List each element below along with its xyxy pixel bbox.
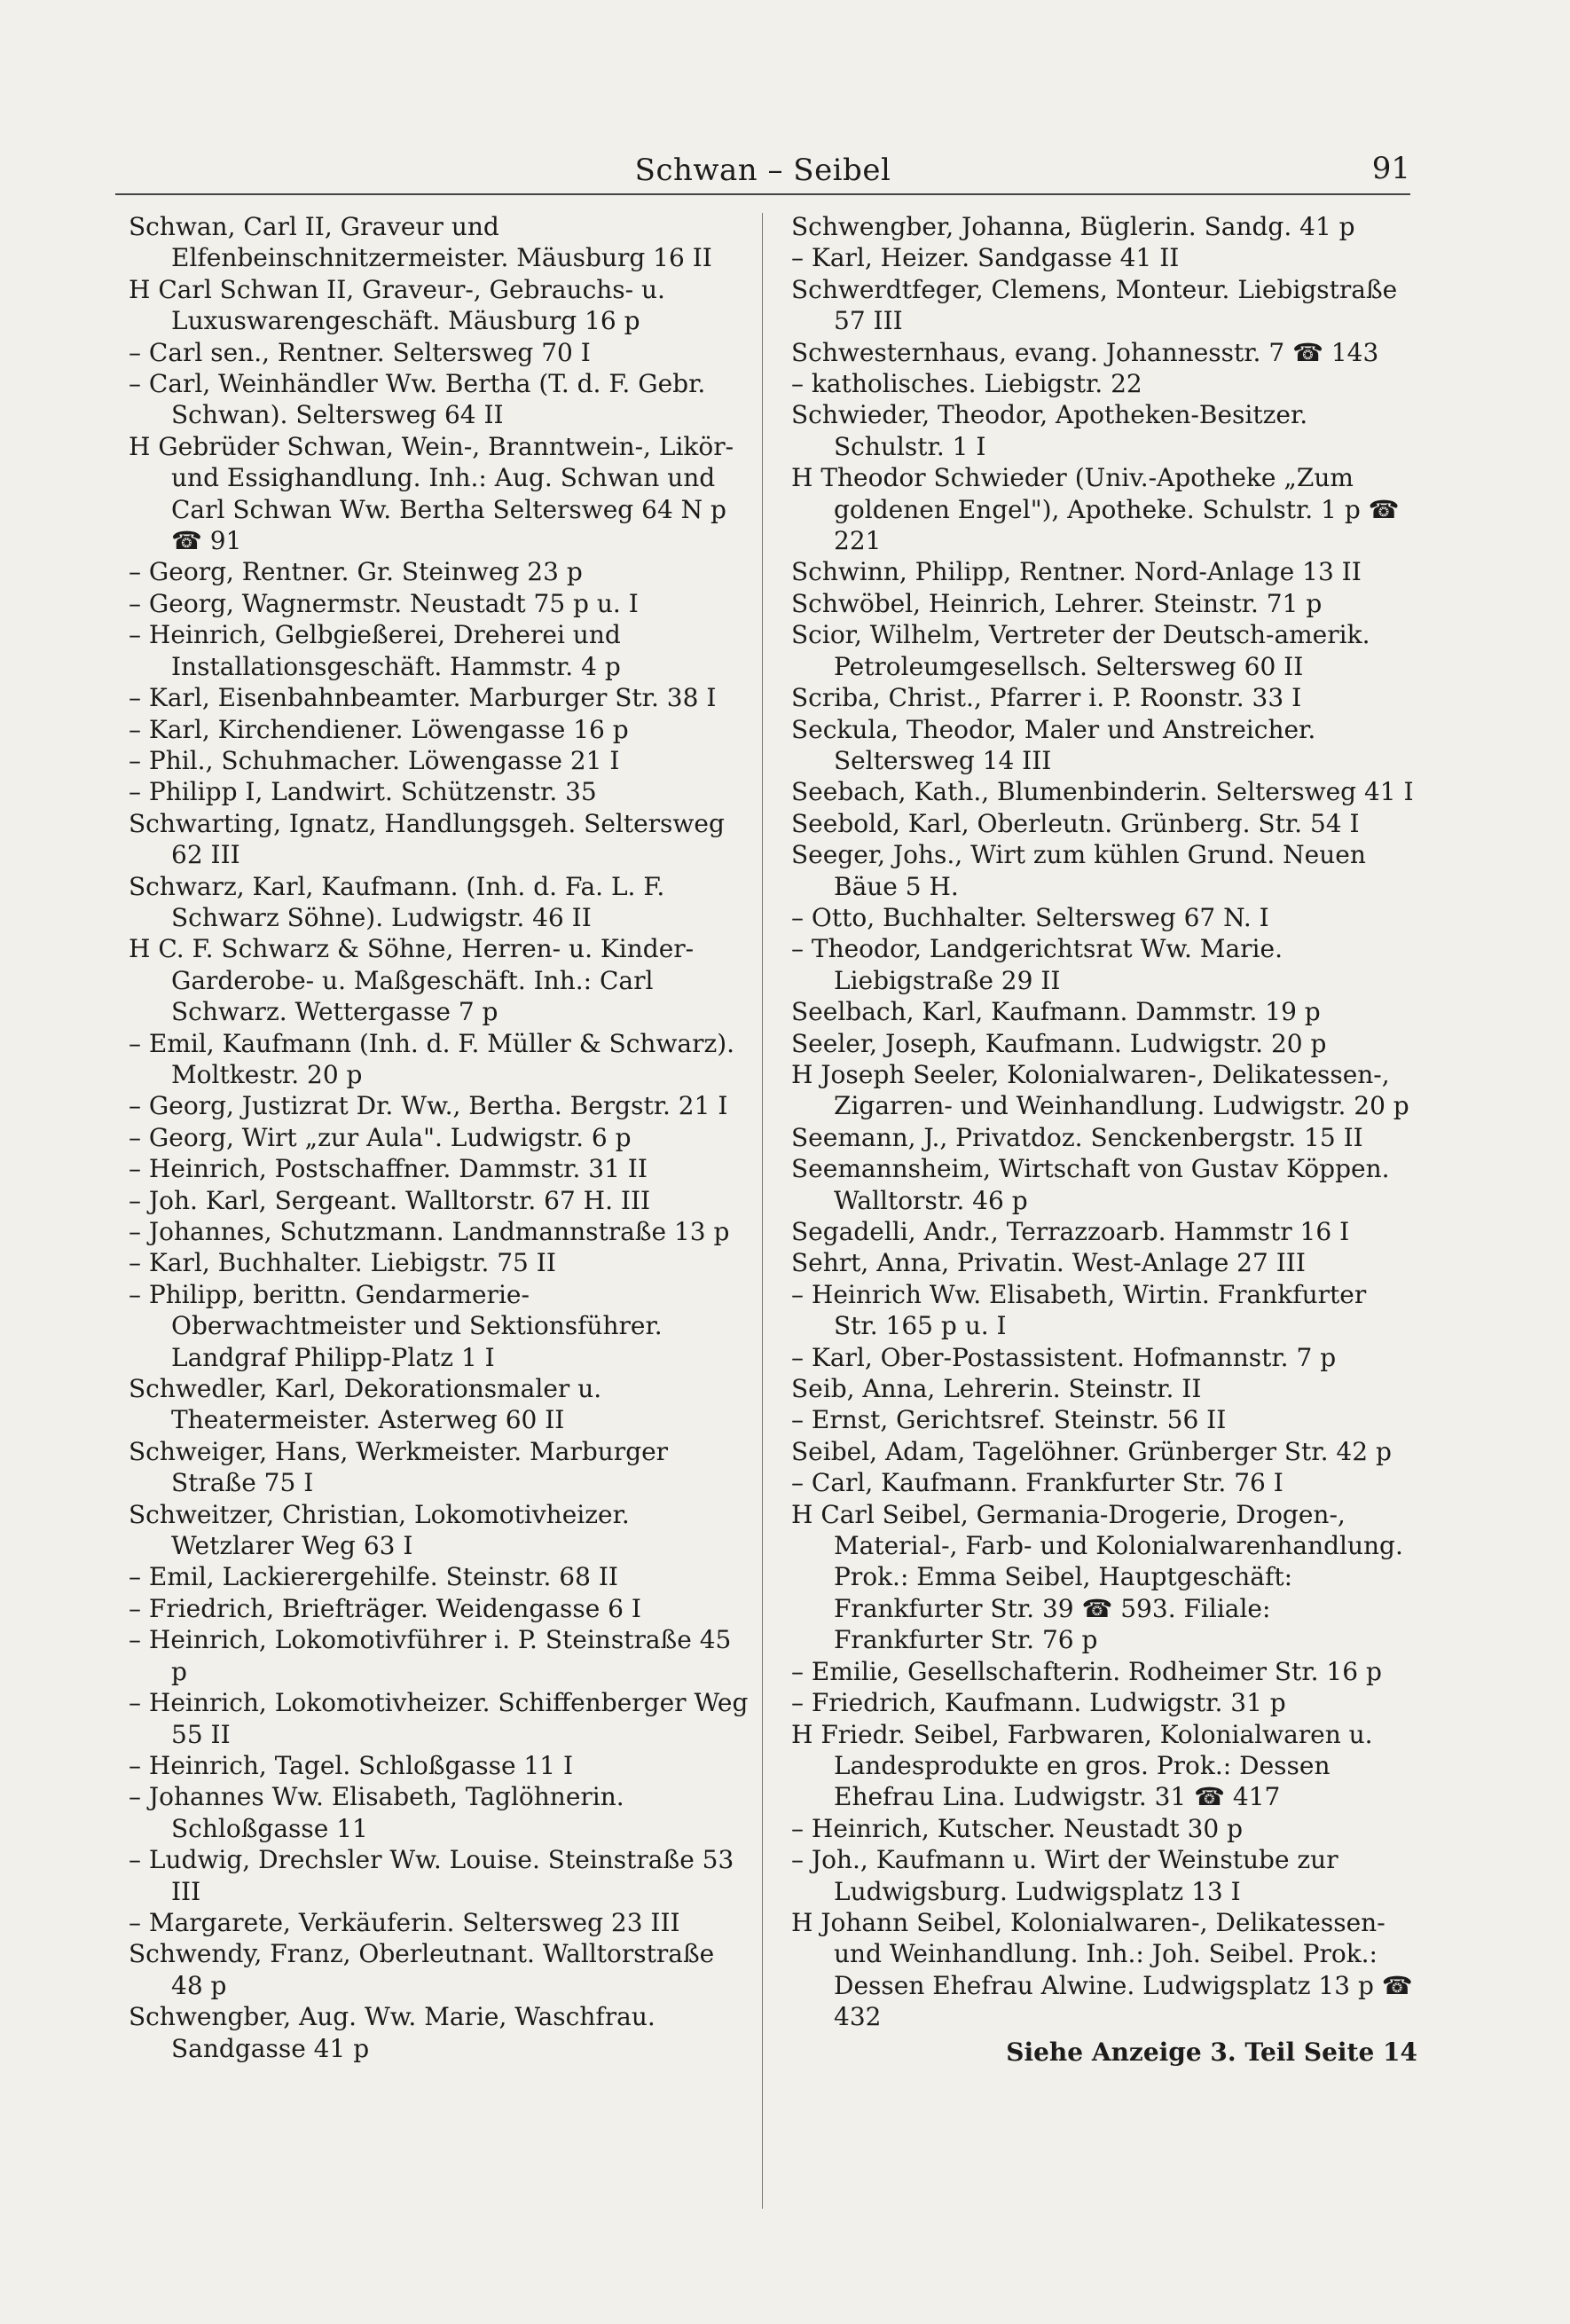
directory-entry: – Friedrich, Briefträger. Weidengasse 6 I [129,1593,641,1623]
directory-entry: Seib, Anna, Lehrerin. Steinstr. II [791,1374,1202,1404]
page-header [115,149,1410,195]
directory-entry: Schwengber, Johanna, Büglerin. Sandg. 41 p [791,212,1355,241]
directory-entry: – Carl, Kaufmann. Frankfurter Str. 76 I [791,1468,1283,1498]
directory-entry: – Carl sen., Rentner. Seltersweg 70 I [129,337,591,367]
directory-entry: – Georg, Justizrat Dr. Ww., Bertha. Bergstr. 21 I [129,1091,728,1121]
directory-entry: Schwinn, Philipp, Rentner. Nord-Anlage 13 II [791,557,1362,587]
directory-entry: – Karl, Eisenbahnbeamter. Marburger Str. 38 I [129,683,717,713]
directory-entry: Schwarting, Ignatz, Handlungsgeh. Seltersweg 62 III [129,808,725,870]
directory-entry: – Heinrich, Lokomotivführer i. P. Steinstraße 45 p [129,1625,732,1686]
directory-entry: Schwengber, Aug. Ww. Marie, Waschfrau. Sandgasse 41 p [129,2002,655,2063]
directory-entry: – Karl, Heizer. Sandgasse 41 II [791,243,1180,273]
directory-entry: – Ludwig, Drechsler Ww. Louise. Steinstraße 53 III [129,1845,734,1906]
directory-entry: – Heinrich, Gelbgießerei, Dreherei und Installationsgeschäft. Hammstr. 4 p [129,620,621,681]
directory-entry: H Johann Seibel, Kolonialwaren-, Delikatessen- und Weinhandlung. Inh.: Joh. Seibel. Prok.: Dessen Ehefrau Alwine. Ludwigsplatz 13 p ☎ 432 [791,1907,1413,2032]
directory-entry: H Joseph Seeler, Kolonialwaren-, Delikatessen-, Zigarren- und Weinhandlung. Ludwigstr. 20 p [791,1059,1409,1121]
directory-entry: Schwarz, Karl, Kaufmann. (Inh. d. Fa. L. F. Schwarz Söhne). Ludwigstr. 46 II [129,871,665,932]
directory-entry: – Philipp I, Landwirt. Schützenstr. 35 [129,777,597,807]
directory-entry: H Friedr. Seibel, Farbwaren, Kolonialwaren u. Landesprodukte en gros. Prok.: Dessen Ehefrau Lina. Ludwigstr. 31 ☎ 417 [791,1719,1373,1812]
directory-entry: – katholisches. Liebigstr. 22 [791,369,1142,399]
directory-entry: – Heinrich, Tagel. Schloßgasse 11 I [129,1750,574,1780]
directory-entry: Seibel, Adam, Tagelöhner. Grünberger Str. 42 p [791,1436,1392,1466]
directory-entry: – Karl, Kirchendiener. Löwengasse 16 p [129,714,629,744]
directory-entry: – Karl, Buchhalter. Liebigstr. 75 II [129,1248,556,1278]
directory-entry: – Georg, Wagnermstr. Neustadt 75 p u. I [129,588,639,618]
directory-entry: – Phil., Schuhmacher. Löwengasse 21 I [129,745,620,775]
directory-entry: – Joh. Karl, Sergeant. Walltorstr. 67 H. III [129,1185,651,1215]
right-column [791,211,1417,2092]
directory-entry: – Johannes, Schutzmann. Landmannstraße 13 p [129,1217,730,1246]
directory-entry: – Friedrich, Kaufmann. Ludwigstr. 31 p [791,1688,1286,1718]
directory-entry: Schwan, Carl II, Graveur und Elfenbeinschnitzermeister. Mäusburg 16 II [129,212,712,273]
directory-entry: – Johannes Ww. Elisabeth, Taglöhnerin. Schloßgasse 11 [129,1782,624,1843]
directory-entry: – Georg, Rentner. Gr. Steinweg 23 p [129,557,583,587]
running-head: Schwan – Seibel [634,153,891,188]
directory-entry: – Heinrich, Kutscher. Neustadt 30 p [791,1813,1244,1843]
directory-entry: Schwesternhaus, evang. Johannesstr. 7 ☎ 143 [791,337,1379,367]
directory-entry: Seebold, Karl, Oberleutn. Grünberg. Str. 54 I [791,808,1360,838]
directory-entry: Schwerdtfeger, Clemens, Monteur. Liebigstraße 57 III [791,274,1398,336]
directory-entry: H Carl Schwan II, Graveur-, Gebrauchs- u. Luxuswarengeschäft. Mäusburg 16 p [129,274,665,336]
directory-entry: – Otto, Buchhalter. Seltersweg 67 N. I [791,902,1269,932]
directory-entry: H Carl Seibel, Germania-Drogerie, Drogen-, Material-, Farb- und Kolonialwarenhandlung. Prok.: Emma Seibel, Hauptgeschäft: Frankfurter Str. 39 ☎ 593. Filiale: Frankfurter Str. 76 p [791,1499,1403,1655]
left-column [129,211,750,2064]
directory-entry: Schwedler, Karl, Dekorationsmaler u. Theatermeister. Asterweg 60 II [129,1374,602,1435]
directory-entry: Seelbach, Karl, Kaufmann. Dammstr. 19 p [791,997,1321,1027]
directory-entry: Seemannsheim, Wirtschaft von Gustav Köppen. Walltorstr. 46 p [791,1154,1390,1215]
directory-entry: Schwieder, Theodor, Apotheken-Besitzer. Schulstr. 1 I [791,400,1308,461]
directory-entry: Seeler, Joseph, Kaufmann. Ludwigstr. 20 p [791,1028,1327,1058]
directory-entry: H Gebrüder Schwan, Wein-, Branntwein-, Likör- und Essighandlung. Inh.: Aug. Schwan und Carl Schwan Ww. Bertha Seltersweg 64 N p ☎ 91 [129,431,734,556]
directory-entry: Seemann, J., Privatdoz. Senckenbergstr. 15 II [791,1122,1363,1152]
directory-entry: Seeger, Johs., Wirt zum kühlen Grund. Neuen Bäue 5 H. [791,840,1366,901]
directory-entry: – Heinrich, Lokomotivheizer. Schiffenberger Weg 55 II [129,1688,749,1749]
directory-entry: – Emil, Kaufmann (Inh. d. F. Müller & Schwarz). Moltkestr. 20 p [129,1028,735,1089]
directory-entry: – Joh., Kaufmann u. Wirt der Weinstube zur Ludwigsburg. Ludwigsplatz 13 I [791,1845,1338,1906]
directory-entry: – Karl, Ober-Postassistent. Hofmannstr. 7 p [791,1342,1337,1372]
directory-entry: Schwendy, Franz, Oberleutnant. Walltorstraße 48 p [129,1939,715,2000]
directory-entry: Scriba, Christ., Pfarrer i. P. Roonstr. 33 I [791,683,1302,713]
column-divider [762,213,763,2209]
directory-entry: – Emil, Lackierergehilfe. Steinstr. 68 II [129,1562,618,1592]
directory-entry: H Theodor Schwieder (Univ.-Apotheke „Zum goldenen Engel"), Apotheke. Schulstr. 1 p ☎ 221 [791,463,1400,556]
advertisement-reference: Siehe Anzeige 3. Teil Seite 14 [1006,2037,1417,2067]
directory-entry: – Georg, Wirt „zur Aula". Ludwigstr. 6 p [129,1122,632,1152]
directory-entry: – Heinrich, Postschaffner. Dammstr. 31 II [129,1154,648,1184]
directory-entry: Segadelli, Andr., Terrazzoarb. Hammstr 16 I [791,1217,1350,1246]
directory-entry: – Emilie, Gesellschafterin. Rodheimer Str. 16 p [791,1656,1382,1686]
directory-entry: Seebach, Kath., Blumenbinderin. Seltersweg 41 I [791,777,1414,807]
directory-entry: – Heinrich Ww. Elisabeth, Wirtin. Frankfurter Str. 165 p u. I [791,1279,1367,1341]
directory-entry: Schwöbel, Heinrich, Lehrer. Steinstr. 71 p [791,588,1323,618]
directory-entry: Seckula, Theodor, Maler und Anstreicher. Seltersweg 14 III [791,714,1316,775]
directory-entry: Schweiger, Hans, Werkmeister. Marburger Straße 75 I [129,1436,669,1498]
directory-entry: Scior, Wilhelm, Vertreter der Deutsch-amerik. Petroleumgesellsch. Seltersweg 60 II [791,620,1370,681]
directory-entry: Sehrt, Anna, Privatin. West-Anlage 27 III [791,1248,1306,1278]
directory-entry: Schweitzer, Christian, Lokomotivheizer. Wetzlarer Weg 63 I [129,1499,630,1561]
directory-entry: – Carl, Weinhändler Ww. Bertha (T. d. F. Gebr. Schwan). Seltersweg 64 II [129,369,706,430]
directory-entry: – Philipp, berittn. Gendarmerie-Oberwachtmeister und Sektionsführer. Landgraf Philipp-Platz 1 I [129,1279,663,1372]
directory-entry: – Ernst, Gerichtsref. Steinstr. 56 II [791,1405,1227,1435]
directory-entry: – Margarete, Verkäuferin. Seltersweg 23 III [129,1907,680,1937]
page-number: 91 [1371,151,1410,186]
directory-entry: – Theodor, Landgerichtsrat Ww. Marie. Liebigstraße 29 II [791,934,1283,995]
directory-entry: H C. F. Schwarz & Söhne, Herren- u. Kinder-Garderobe- u. Maßgeschäft. Inh.: Carl Schwarz. Wettergasse 7 p [129,934,695,1027]
